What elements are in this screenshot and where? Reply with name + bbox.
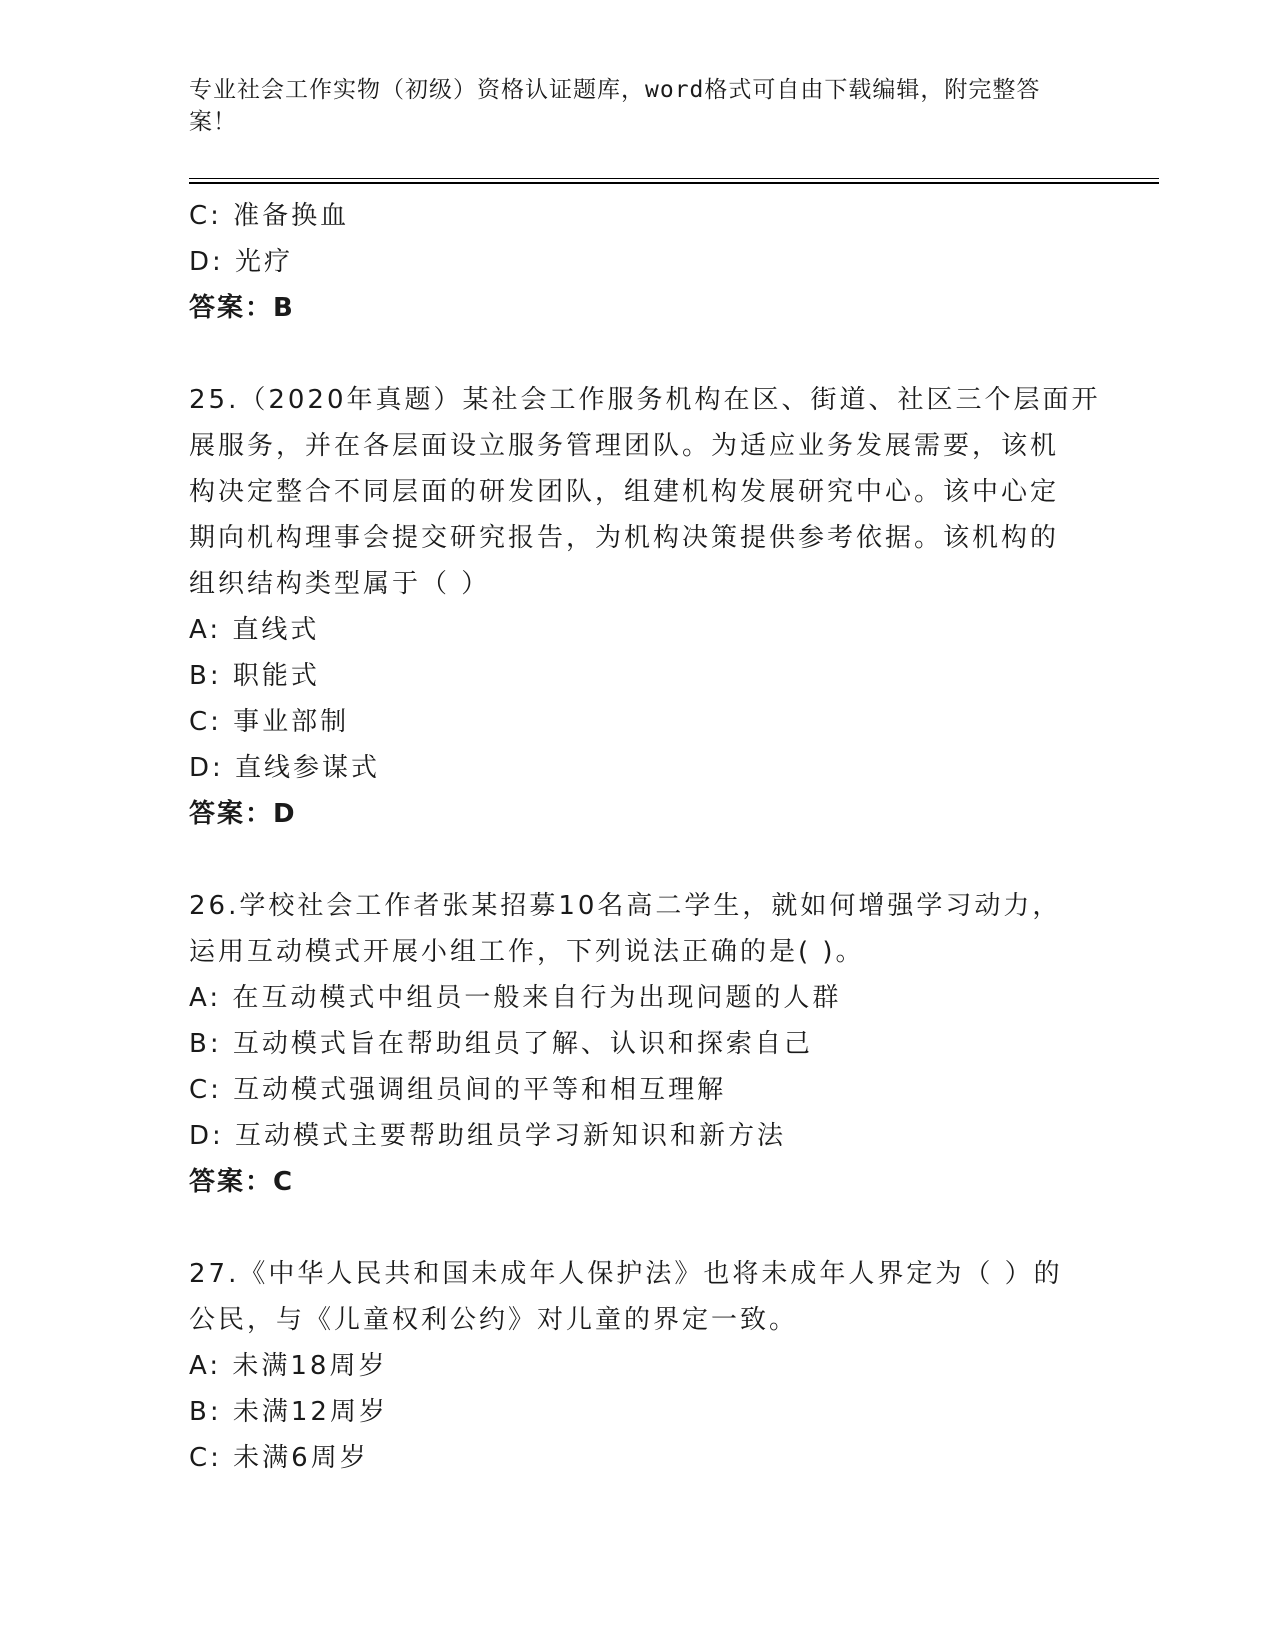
answer-line: 答案：D [189, 799, 297, 829]
question-text-line: 期向机构理事会提交研究报告，为机构决策提供参考依据。该机构的 [189, 523, 1060, 553]
answer-line: 答案：C [189, 1167, 295, 1197]
question-27 [189, 1251, 1089, 1481]
header-line-1: 专业社会工作实物（初级）资格认证题库，word格式可自由下载编辑，附完整答 [189, 77, 1041, 103]
document-header [189, 74, 1089, 138]
option-a: A: 直线式 [189, 615, 320, 645]
question-content [189, 193, 1101, 1481]
option-d: D: 直线参谋式 [189, 753, 381, 783]
question-text-line: 26.学校社会工作者张某招募10名高二学生，就如何增强学习动力， [189, 891, 1062, 921]
option-c: C: 互动模式强调组员间的平等和相互理解 [189, 1075, 727, 1105]
question-text-line: 构决定整合不同层面的研发团队，组建机构发展研究中心。该中心定 [189, 477, 1060, 507]
question-text-line: 25.（2020年真题）某社会工作服务机构在区、街道、社区三个层面开 [189, 385, 1101, 415]
question-text-line: 公民，与《儿童权利公约》对儿童的界定一致。 [189, 1305, 799, 1335]
option-c: C: 未满6周岁 [189, 1443, 369, 1473]
header-rule-thick [189, 182, 1159, 184]
header-line-2: 案！ [189, 109, 237, 135]
header-rule-thin [189, 178, 1159, 179]
spacer [189, 837, 1089, 883]
option-c: C: 事业部制 [189, 707, 350, 737]
document-page [189, 0, 1159, 1650]
spacer [189, 331, 1089, 377]
option-c: C: 准备换血 [189, 201, 350, 231]
answer-line: 答案：B [189, 293, 295, 323]
question-text-line: 组织结构类型属于（ ） [189, 569, 491, 599]
option-d: D: 互动模式主要帮助组员学习新知识和新方法 [189, 1121, 787, 1151]
question-26 [189, 883, 1089, 1205]
option-d: D: 光疗 [189, 247, 294, 277]
question-25 [189, 377, 1101, 837]
option-b: B: 互动模式旨在帮助组员了解、认识和探索自己 [189, 1029, 813, 1059]
option-a: A: 在互动模式中组员一般来自行为出现问题的人群 [189, 983, 842, 1013]
question-text-line: 运用互动模式开展小组工作，下列说法正确的是( )。 [189, 937, 865, 967]
prev-question [189, 193, 1089, 331]
spacer [189, 1205, 1089, 1251]
option-a: A: 未满18周岁 [189, 1351, 388, 1381]
question-text-line: 27.《中华人民共和国未成年人保护法》也将未成年人界定为（ ）的 [189, 1259, 1063, 1289]
question-text-line: 展服务，并在各层面设立服务管理团队。为适应业务发展需要，该机 [189, 431, 1060, 461]
option-b: B: 职能式 [189, 661, 320, 691]
option-b: B: 未满12周岁 [189, 1397, 388, 1427]
